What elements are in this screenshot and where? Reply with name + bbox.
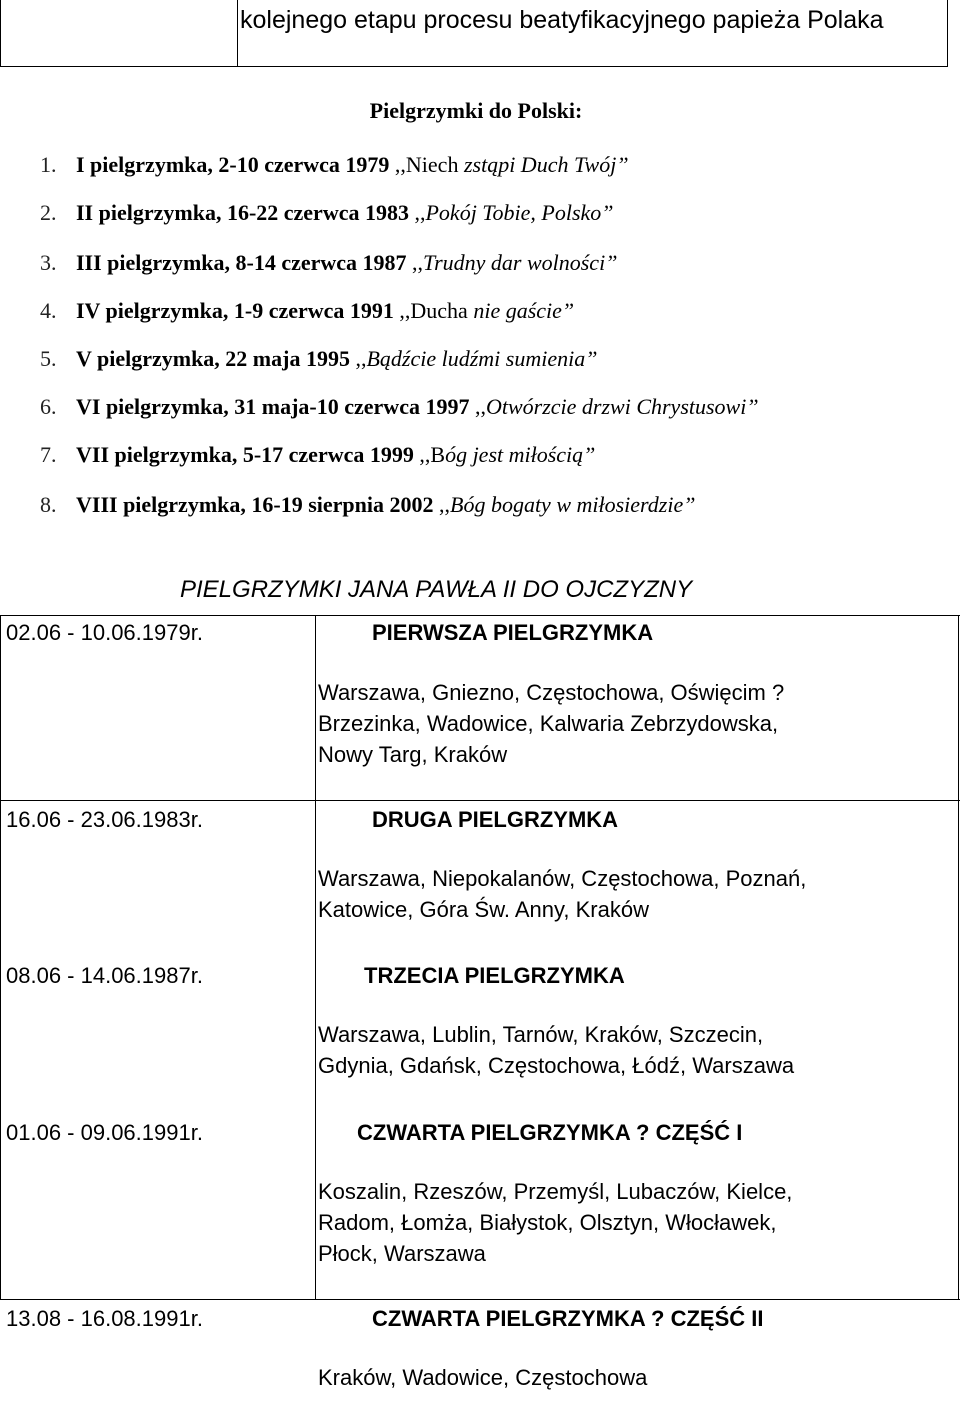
trip-name: PIERWSZA PIELGRZYMKA [372, 620, 654, 645]
table-cell-left [0, 0, 238, 67]
list-item-title: II pielgrzymka, 16-22 czerwca 1983 [76, 200, 409, 225]
table-rule [0, 1299, 960, 1300]
list-item-number: 6. [40, 394, 57, 419]
list-item-title: IV pielgrzymka, 1-9 czerwca 1991 [76, 298, 394, 323]
table-rule [958, 615, 959, 1300]
top-table [0, 0, 948, 68]
list-item-title: I pielgrzymka, 2-10 czerwca 1979 [76, 152, 390, 177]
list-item-title: V pielgrzymka, 22 maja 1995 [76, 346, 350, 371]
trip-cities: Warszawa, Gniezno, Częstochowa, Oświęcim ? Brzezinka, Wadowice, Kalwaria Zebrzydowska, Nowy Targ, Kraków [318, 680, 785, 767]
table-rule [0, 800, 960, 801]
list-item-title: VIII pielgrzymka, 16-19 sierpnia 2002 [76, 492, 434, 517]
list-item-number: 5. [40, 346, 57, 371]
trip-cities: Warszawa, Lublin, Tarnów, Kraków, Szczecin, Gdynia, Gdańsk, Częstochowa, Łódź, Warszawa [318, 1022, 795, 1078]
trip-name: DRUGA PIELGRZYMKA [372, 807, 619, 832]
list-item-number: 1. [40, 152, 57, 177]
list-item-number: 8. [40, 492, 57, 517]
trip-name: TRZECIA PIELGRZYMKA [364, 963, 625, 988]
trip-cities: Warszawa, Niepokalanów, Częstochowa, Poznań, Katowice, Góra Św. Anny, Kraków [318, 866, 807, 922]
list-item-motto: Bóg bogaty w miłosierdzie [450, 492, 684, 517]
trip-date: 02.06 - 10.06.1979r. [6, 620, 203, 645]
trip-date: 08.06 - 14.06.1987r. [6, 963, 203, 988]
trip-name: CZWARTA PIELGRZYMKA ? CZĘŚĆ II [372, 1306, 764, 1331]
list-item-title: VI pielgrzymka, 31 maja-10 czerwca 1997 [76, 394, 470, 419]
trip-date: 01.06 - 09.06.1991r. [6, 1120, 203, 1145]
list-item-motto: Otwórzcie drzwi Chrystusowi [485, 394, 747, 419]
list-item-motto: Trudny dar wolności [423, 250, 606, 275]
list-item-motto: Ducha [410, 298, 468, 323]
section-heading-pielgrzymki: Pielgrzymki do Polski: [369, 98, 583, 123]
trip-date: 13.08 - 16.08.1991r. [6, 1306, 203, 1331]
list-item-motto: B [430, 442, 446, 467]
list-item-title: VII pielgrzymka, 5-17 czerwca 1999 [76, 442, 414, 467]
table-rule [315, 615, 316, 1300]
list-item-number: 7. [40, 442, 57, 467]
table-cell-text: kolejnego etapu procesu beatyfikacyjnego papieża Polaka [240, 6, 884, 34]
list-item-motto: Niech [405, 152, 459, 177]
list-item-number: 3. [40, 250, 57, 275]
trip-cities: Koszalin, Rzeszów, Przemyśl, Lubaczów, Kielce, Radom, Łomża, Białystok, Olsztyn, Włocławek, Płock, Warszawa [318, 1179, 793, 1266]
trip-cities: Kraków, Wadowice, Częstochowa [318, 1365, 648, 1390]
table-rule [0, 615, 1, 1300]
table-rule [0, 615, 960, 616]
list-item-number: 2. [40, 200, 57, 225]
list-item-number: 4. [40, 298, 57, 323]
list-item-title: III pielgrzymka, 8-14 czerwca 1987 [76, 250, 407, 275]
list-item-motto: Pokój Tobie, Polsko [425, 200, 602, 225]
trip-date: 16.06 - 23.06.1983r. [6, 807, 203, 832]
trip-name: CZWARTA PIELGRZYMKA ? CZĘŚĆ I [357, 1120, 743, 1145]
section-heading-pielgrzymki-jana-pawla: PIELGRZYMKI JANA PAWŁA II DO OJCZYZNY [180, 576, 693, 603]
list-item-motto: Bądźcie ludźmi sumienia [366, 346, 586, 371]
